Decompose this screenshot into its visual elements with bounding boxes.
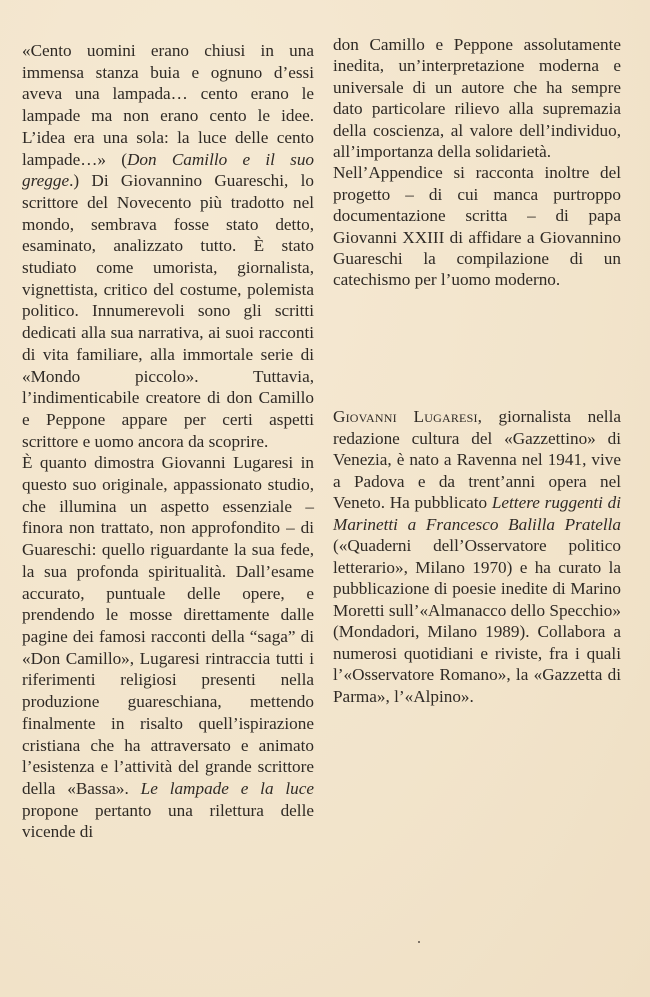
bio-paragraph <box>333 406 621 707</box>
intro-text: Di Giovannino Guareschi, lo scrittore del Novecento più tradotto nel mondo, sembrava fosse stato detto, esaminato, analizzato tutto. È stato studiato come umorista, giornalista, vignettista, critico del costume, polemista politico. Innumerevoli sono gli scritti dedicati alla sua narrativa, ai suoi racconti di vita familiare, alla immortale serie di «Mondo piccolo». Tuttavia, l’indimenticabile creatore di don Camillo e Peppone appare per certi aspetti scrittore e uomo ancora da scoprire. <box>22 171 314 451</box>
intro-paragraph <box>22 40 314 452</box>
author-name: Giovanni Lugaresi <box>333 407 478 426</box>
bio-book-title: Lettere ruggenti di Marinetti a Francesco Balilla Pratella <box>333 493 621 534</box>
study-paragraph <box>22 452 314 843</box>
book-title: Le lampade e la luce <box>140 778 314 798</box>
bio-text-b: («Quaderni dell’Osservatore politico letterario», Milano 1970) e ha curato la pubblicazione di poesie inedite di Marino Moretti sull’«Almanacco dello Specchio» (Mondadori, Milano 1989). Collabora a numerosi quotidiani e riviste, fra i quali l’«Osservatore Romano», la «Gazzetta di Parma», l’«Alpino». <box>333 536 621 706</box>
left-column <box>22 40 314 843</box>
continuation-paragraph: don Camillo e Peppone assolutamente inedita, un’interpretazione moderna e universale di un autore che ha sempre dato particolare rilievo alla supremazia della coscienza, al valore dell’individuo, all’importanza della solidarietà. <box>333 35 621 162</box>
bio-text-a: , giornalista nella redazione cultura del «Gazzettino» di Venezia, è nato a Ravenna nel 1941, vive a Padova e da trent’anni opera nel Veneto. Ha pubblicato <box>333 407 621 512</box>
quoted-book-title: Don Camillo e il suo gregge <box>22 149 315 191</box>
study-text-top: È quanto dimostra Giovanni Lugaresi in questo suo originale, appassionato studio, che illumina un aspetto essenziale – finora non trattato, non approfondito – di Guareschi: quello riguardante la sua fede, la sua profonda spiritualità. Dall’esame accurato, puntuale delle opere, e prendendo le mosse direttamente dalle pagine dei famosi racconti della “saga” di «Don Camillo», Lugaresi rintraccia tutti i riferimenti religiosi presenti nella produzione guareschiana, mettendo finalmente in risalto quell’ispirazione cristiana che ha attraversato e animato l’esistenza e l’attività del grande scrittore della «Bassa». <box>22 453 314 798</box>
title-open-paren: ( <box>121 149 127 169</box>
study-text-end: propone pertanto una rilettura delle vicende di <box>22 800 314 842</box>
title-close-paren: .) <box>69 171 80 191</box>
author-bio <box>333 406 621 707</box>
opening-quote: «Cento uomini erano chiusi in una immensa stanza buia e ognuno d’essi aveva una lampada… cento erano le lampade ma non erano cento le idee. L’idea era una sola: la luce delle cento lampade…» <box>22 41 314 169</box>
paper-speck <box>418 941 420 943</box>
appendix-paragraph: Nell’Appendice si racconta inoltre del progetto – di cui manca purtroppo documentazione scritta – di papa Giovanni XXIII di affidare a Giovannino Guareschi la compilazione di un catechismo per l’uomo moderno. <box>333 163 621 290</box>
right-column-top <box>333 34 621 291</box>
